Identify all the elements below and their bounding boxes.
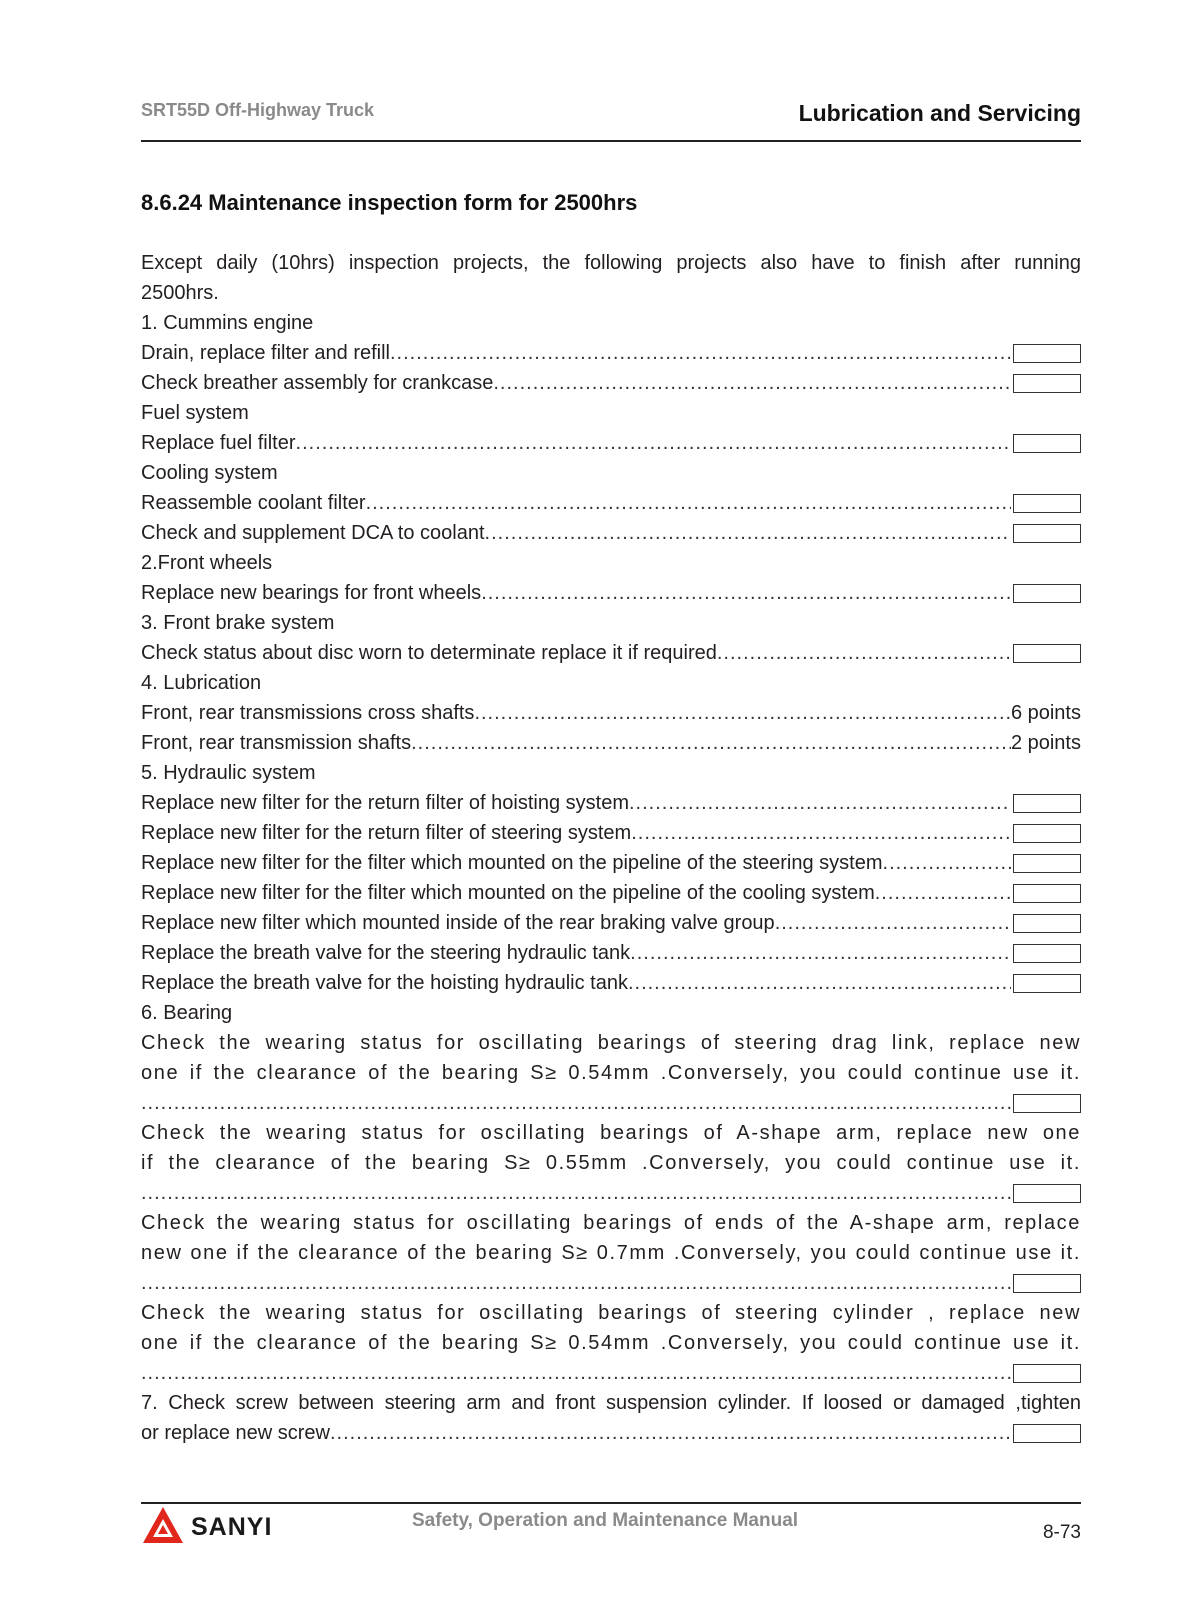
form-row	[141, 1088, 1081, 1118]
form-row	[141, 428, 1081, 458]
leader-dots	[141, 1358, 1011, 1388]
form-row	[141, 1418, 1081, 1448]
inspection-form	[141, 248, 1081, 1448]
leader-dots	[775, 908, 1011, 938]
heading-front-wheels: 2.Front wheels	[141, 552, 273, 574]
footer-manual-title: Safety, Operation and Maintenance Manual	[412, 1510, 799, 1531]
bearing-item-1-line-2: one if the clearance of the bearing S≥ 0.54mm .Conversely, you could continue use it.	[141, 1062, 1081, 1084]
bearing-item-3-line-1: Check the wearing status for oscillating bearings of ends of the A-shape arm, replace	[141, 1212, 1081, 1234]
item-label: Replace fuel filter	[141, 432, 296, 454]
section-title: 8.6.24 Maintenance inspection form for 2500hrs	[141, 190, 638, 215]
heading-cummins-engine: 1. Cummins engine	[141, 312, 314, 334]
item-label: Replace new bearings for front wheels	[141, 582, 482, 604]
heading-fuel-system: Fuel system	[141, 402, 249, 424]
leader-dots	[330, 1418, 1011, 1448]
form-row	[141, 338, 1081, 368]
page-number: 8-73	[1042, 1522, 1081, 1543]
leader-dots	[474, 698, 1011, 728]
form-row	[141, 938, 1081, 968]
leader-dots	[141, 1088, 1011, 1118]
form-row	[141, 878, 1081, 908]
footer-divider	[141, 1502, 1081, 1504]
leader-dots	[629, 788, 1011, 818]
bearing-item-1-line-1: Check the wearing status for oscillating bearings of steering drag link, replace new	[141, 1032, 1081, 1054]
sanyi-logo	[141, 1505, 272, 1549]
check-box[interactable]	[1013, 794, 1081, 813]
form-row	[141, 968, 1081, 998]
leader-dots	[390, 338, 1011, 368]
bearing-item-2-line-2: if the clearance of the bearing S≥ 0.55mm .Conversely, you could continue use it.	[141, 1152, 1081, 1174]
check-box[interactable]	[1013, 1424, 1081, 1443]
form-row	[141, 848, 1081, 878]
item-label: Check status about disc worn to determinate replace it if required	[141, 642, 717, 664]
leader-dots	[875, 878, 1011, 908]
item-label: Replace new filter for the filter which mounted on the pipeline of the steering system	[141, 852, 883, 874]
bearing-item-2-line-1: Check the wearing status for oscillating bearings of A-shape arm, replace new one	[141, 1122, 1081, 1144]
sanyi-logo-icon	[141, 1505, 185, 1549]
check-box[interactable]	[1013, 914, 1081, 933]
leader-dots	[141, 1178, 1011, 1208]
header-divider	[141, 140, 1081, 142]
leader-dots	[493, 368, 1011, 398]
form-row	[141, 638, 1081, 668]
check-box[interactable]	[1013, 344, 1081, 363]
leader-dots	[485, 518, 1011, 548]
item-label: Front, rear transmission shafts	[141, 732, 412, 754]
check-box[interactable]	[1013, 584, 1081, 603]
intro-line-1: Except daily (10hrs) inspection projects, the following projects also have to finish after running	[141, 252, 1081, 274]
item-label: Check and supplement DCA to coolant	[141, 522, 485, 544]
form-row	[141, 818, 1081, 848]
header-chapter-title: Lubrication and Servicing	[798, 100, 1081, 126]
lubrication-points: 6 points	[1010, 702, 1081, 724]
form-row	[141, 1268, 1081, 1298]
item-label: Check breather assembly for crankcase	[141, 372, 494, 394]
check-box[interactable]	[1013, 854, 1081, 873]
form-row	[141, 368, 1081, 398]
check-box[interactable]	[1013, 1184, 1081, 1203]
form-row	[141, 578, 1081, 608]
heading-front-brake-system: 3. Front brake system	[141, 612, 335, 634]
item-label: Front, rear transmissions cross shafts	[141, 702, 475, 724]
item-label: Replace the breath valve for the steering hydraulic tank	[141, 942, 631, 964]
item-label: Reassemble coolant filter	[141, 492, 366, 514]
item-label: Drain, replace filter and refill	[141, 342, 390, 364]
bearing-item-4-line-2: one if the clearance of the bearing S≥ 0.54mm .Conversely, you could continue use it.	[141, 1332, 1081, 1354]
form-row	[141, 788, 1081, 818]
heading-cooling-system: Cooling system	[141, 462, 278, 484]
leader-dots	[481, 578, 1011, 608]
lubrication-points: 2 points	[1010, 732, 1081, 754]
form-row	[141, 908, 1081, 938]
check-box[interactable]	[1013, 1364, 1081, 1383]
check-box[interactable]	[1013, 494, 1081, 513]
intro-paragraph	[141, 248, 1081, 308]
item-label: Replace new filter for the return filter of hoisting system	[141, 792, 629, 814]
leader-dots	[628, 968, 1011, 998]
leader-dots	[717, 638, 1011, 668]
leader-dots	[631, 818, 1011, 848]
check-box[interactable]	[1013, 824, 1081, 843]
check-box[interactable]	[1013, 524, 1081, 543]
check-box[interactable]	[1013, 644, 1081, 663]
leader-dots	[411, 728, 1011, 758]
item-label: Replace new filter for the filter which mounted on the pipeline of the cooling system	[141, 882, 875, 904]
item-label: Replace new filter which mounted inside of the rear braking valve group	[141, 912, 775, 934]
heading-bearing: 6. Bearing	[141, 1002, 233, 1024]
item-label: or replace new screw	[141, 1422, 330, 1444]
check-box[interactable]	[1013, 1274, 1081, 1293]
bearing-item-4-line-1: Check the wearing status for oscillating bearings of steering cylinder , replace new	[141, 1302, 1081, 1324]
check-box[interactable]	[1013, 944, 1081, 963]
leader-dots	[883, 848, 1011, 878]
leader-dots	[366, 488, 1011, 518]
form-row	[141, 698, 1081, 728]
check-box[interactable]	[1013, 434, 1081, 453]
heading-lubrication: 4. Lubrication	[141, 672, 262, 694]
form-row	[141, 728, 1081, 758]
screw-check-line-1: 7. Check screw between steering arm and front suspension cylinder. If loosed or damaged ,tighten	[141, 1392, 1081, 1414]
header-document-title: SRT55D Off-Highway Truck	[141, 100, 375, 120]
check-box[interactable]	[1013, 374, 1081, 393]
intro-line-2: 2500hrs.	[141, 282, 219, 304]
form-row	[141, 518, 1081, 548]
leader-dots	[630, 938, 1011, 968]
leader-dots	[296, 428, 1011, 458]
check-box[interactable]	[1013, 884, 1081, 903]
item-label: Replace the breath valve for the hoisting hydraulic tank	[141, 972, 628, 994]
heading-hydraulic-system: 5. Hydraulic system	[141, 762, 316, 784]
form-row	[141, 488, 1081, 518]
logo-text: SANYI	[191, 1512, 273, 1541]
form-row	[141, 1358, 1081, 1388]
check-box[interactable]	[1013, 974, 1081, 993]
leader-dots	[141, 1268, 1011, 1298]
check-box[interactable]	[1013, 1094, 1081, 1113]
item-label: Replace new filter for the return filter of steering system	[141, 822, 632, 844]
form-row	[141, 1178, 1081, 1208]
bearing-item-3-line-2: new one if the clearance of the bearing S≥ 0.7mm .Conversely, you could continue use it.	[141, 1242, 1081, 1264]
